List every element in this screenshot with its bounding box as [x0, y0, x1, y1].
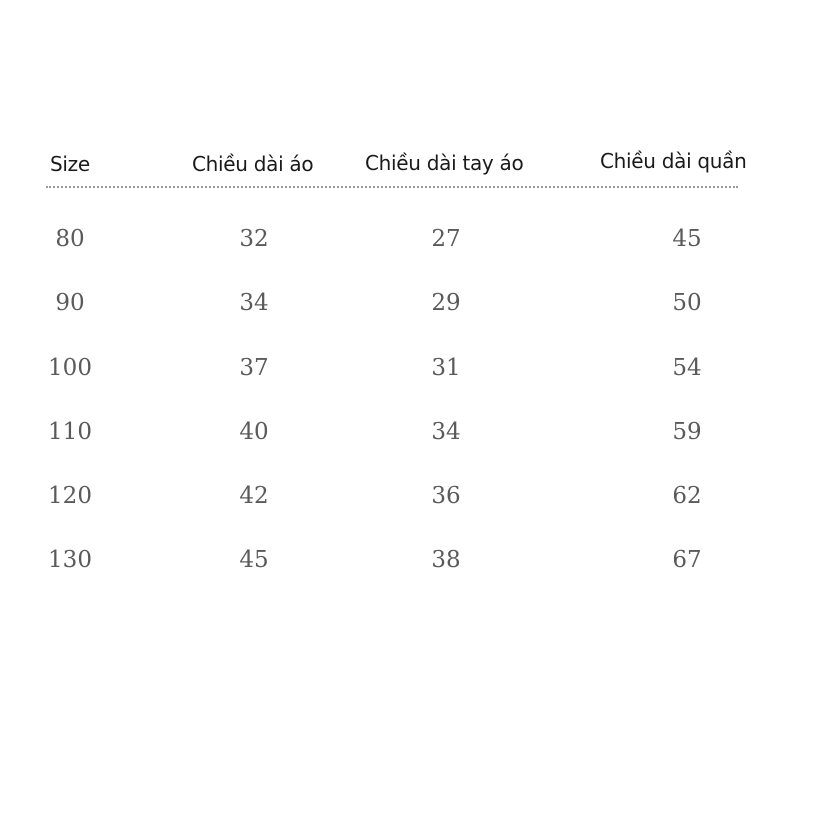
cell-sleeve-length: 38 — [431, 547, 461, 573]
cell-sleeve-length: 34 — [431, 419, 461, 445]
header-shirt-length: Chiều dài áo — [192, 152, 314, 176]
cell-size: 130 — [48, 547, 92, 573]
cell-sleeve-length: 31 — [431, 355, 461, 381]
cell-shirt-length: 45 — [239, 547, 269, 573]
cell-pants-length: 67 — [672, 547, 702, 573]
cell-size: 80 — [55, 226, 85, 252]
header-pants-length: Chiều dài quần — [600, 149, 747, 173]
header-divider — [46, 186, 738, 188]
cell-pants-length: 50 — [672, 290, 702, 316]
cell-shirt-length: 42 — [239, 483, 269, 509]
cell-pants-length: 45 — [672, 226, 702, 252]
cell-size: 90 — [55, 290, 85, 316]
cell-sleeve-length: 29 — [431, 290, 461, 316]
cell-size: 110 — [48, 419, 92, 445]
cell-pants-length: 62 — [672, 483, 702, 509]
header-size: Size — [50, 152, 90, 176]
cell-sleeve-length: 36 — [431, 483, 461, 509]
cell-shirt-length: 40 — [239, 419, 269, 445]
cell-shirt-length: 34 — [239, 290, 269, 316]
header-sleeve-length: Chiều dài tay áo — [365, 151, 524, 175]
cell-pants-length: 54 — [672, 355, 702, 381]
cell-shirt-length: 37 — [239, 355, 269, 381]
cell-size: 100 — [48, 355, 92, 381]
cell-pants-length: 59 — [672, 419, 702, 445]
cell-shirt-length: 32 — [239, 226, 269, 252]
cell-sleeve-length: 27 — [431, 226, 461, 252]
cell-size: 120 — [48, 483, 92, 509]
